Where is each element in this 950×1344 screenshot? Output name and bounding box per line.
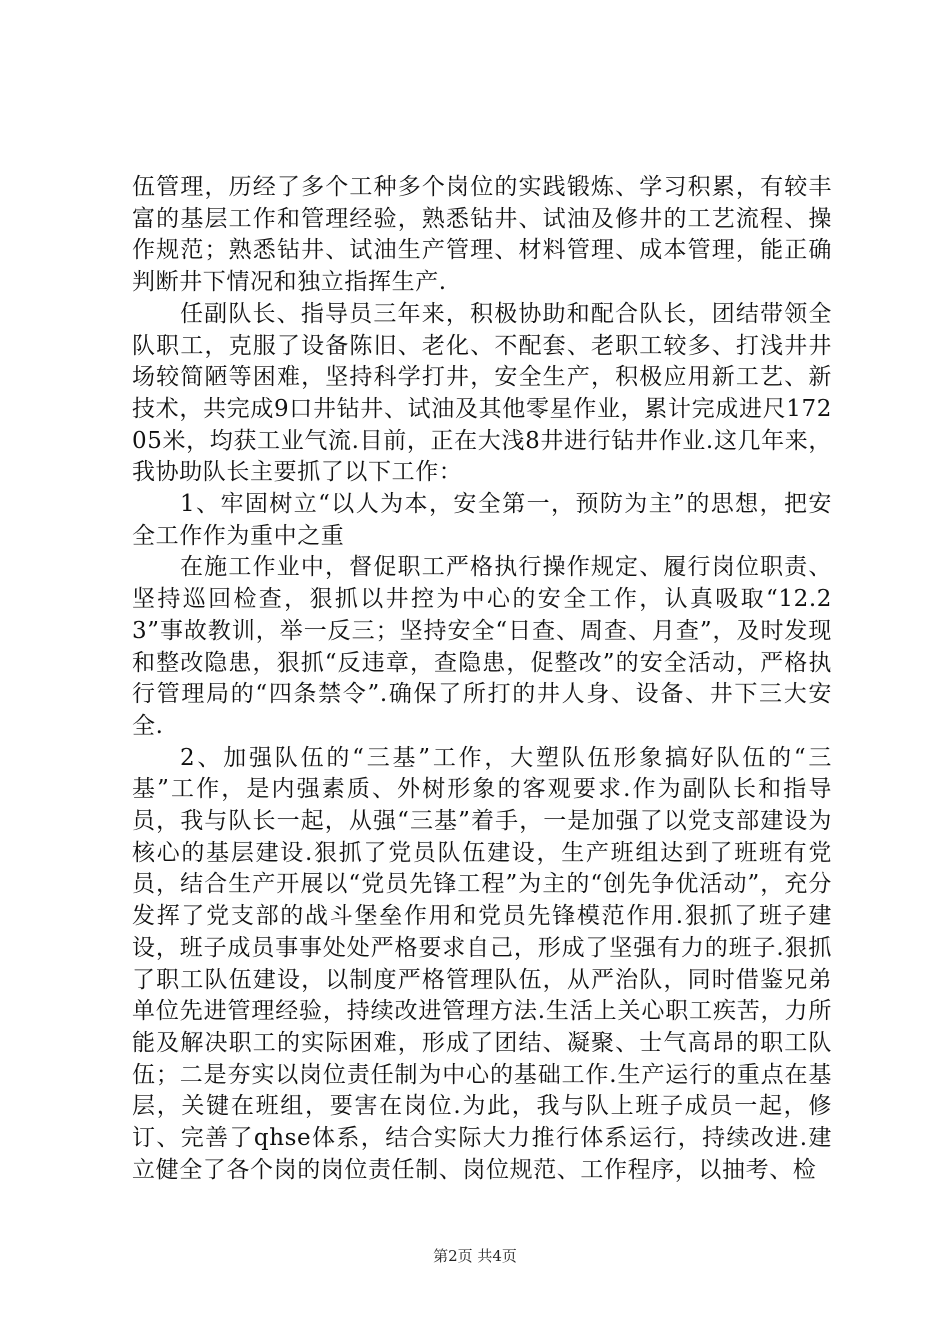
paragraph-section-2-three-basics: 2、加强队伍的“三基”工作，大塑队伍形象搞好队伍的“三基”工作，是内强素质、外树形象的客观要求.作为副队长和指导员，我与队长一起，从强“三基”着手，一是加强了以党支部建设为核心的基层建设.狠抓了党员队伍建设，生产班组达到了班班有党员，结合生产开展以“党员先锋工程”为主的“创先争优活动”，充分发挥了党支部的战斗堡垒作用和党员先锋模范作用.狠抓了班子建设，班子成员事事处处严格要求自己，形成了坚强有力的班子.狠抓了职工队伍建设，以制度严格管理队伍，从严治队，同时借鉴兄弟单位先进管理经验，持续改进管理方法.生活上关心职工疾苦，力所能及解决职工的实际困难，形成了团结、凝聚、士气高昂的职工队伍；二是夯实以岗位责任制为中心的基础工作.生产运行的重点在基层，关键在班组，要害在岗位.为此，我与队上班子成员一起，修订、完善了qhse体系，结合实际大力推行体系运行，持续改进.建立健全了各个岗的岗位责任制、岗位规范、工作程序，以抽考、检 [132, 744, 832, 1183]
paragraph-tenure-summary: 任副队长、指导员三年来，积极协助和配合队长，团结带领全队职工，克服了设备陈旧、老化、不配套、老职工较多、打浅井井场较简陋等困难，坚持科学打井，安全生产，积极应用新工艺、新技术，共完成9口井钻井、试油及其他零星作业，累计完成进尺17205米，均获工业气流.目前，正在大浅8井进行钻井作业.这几年来，我协助队长主要抓了以下工作： [132, 300, 832, 486]
paragraph-section-1-heading: 1、牢固树立“以人为本，安全第一，预防为主”的思想，把安全工作作为重中之重 [132, 491, 832, 549]
paragraph-continuation: 伍管理，历经了多个工种多个岗位的实践锻炼、学习积累，有较丰富的基层工作和管理经验，熟悉钻井、试油及修井的工艺流程、操作规范；熟悉钻井、试油生产管理、材料管理、成本管理，能正确判断井下情况和独立指挥生产. [132, 174, 832, 296]
document-body [132, 172, 832, 1187]
page-number-footer: 第2页 共4页 [433, 1247, 517, 1265]
paragraph-safety-work: 在施工作业中，督促职工严格执行操作规定、履行岗位职责、坚持巡回检查，狠抓以井控为中心的安全工作，认真吸取“12.23”事故教训，举一反三；坚持安全“日查、周查、月查”，及时发现和整改隐患，狠抓“反违章，查隐患，促整改”的安全活动，严格执行管理局的“四条禁令”.确保了所打的井人身、设备、井下三大安全. [132, 554, 832, 739]
